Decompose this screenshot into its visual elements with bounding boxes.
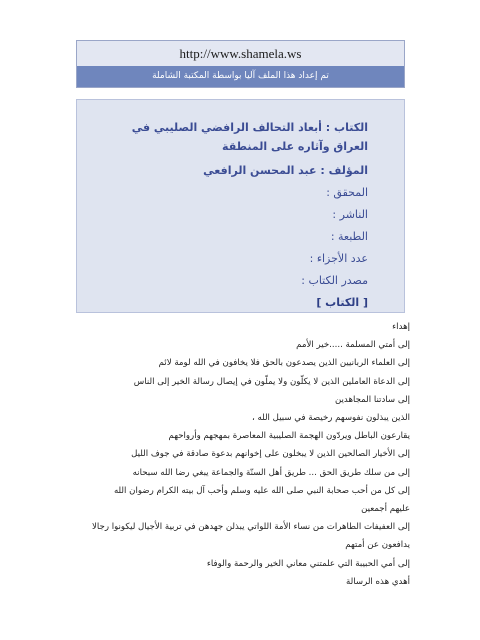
dedication-text: [40, 318, 410, 591]
text-line: إلى كل من أحب صحابة النبي صلى الله عليه وسلم وأحب آل بيته الكرام رضوان الله: [113, 485, 410, 496]
book-edition: الطبعة :: [330, 230, 368, 243]
book-title: الكتاب : أبعاد التحالف الرافضي الصليبي في العراق وآثاره على المنطقة: [131, 121, 368, 153]
header-banner: [76, 40, 405, 88]
text-line: إلى من سلك طريق الحق ... طريق أهل السنّة والجماعة يبغي رضا الله سبحانه: [132, 467, 410, 478]
text-line: إلى الدعاة العاملين الذين لا يكلّون ولا يملّون في إيصال رسالة الخير إلى الناس: [133, 376, 410, 387]
book-volumes: عدد الأجزاء :: [309, 252, 368, 265]
text-line: إلى الأخيار الصالحين الذين لا يبخلون على إخوانهم بدعوة صادقة في جوف الليل: [131, 449, 410, 460]
site-url-link[interactable]: http://www.shamela.ws: [77, 41, 404, 66]
text-line: يقارعون الباطل ويردّون الهجمة الصليبية المعاصرة بمهجهم وأرواحهم: [168, 431, 410, 442]
text-line: الذين يبذلون نفوسهم رخيصة في سبيل الله ،: [251, 413, 410, 424]
text-line: أهدي هذه الرسالة: [346, 576, 410, 587]
book-source: مصدر الكتاب :: [301, 274, 368, 287]
text-line: إلى أمتي المسلمة .....خير الأمم: [296, 340, 410, 351]
text-line: إلى أمي الحبيبة التي علمتني معاني الخير والرحمة والوفاء: [206, 558, 410, 569]
text-line: يدافعون عن أمتهم: [345, 540, 410, 551]
text-line: إلى سادتنا المجاهدين: [335, 394, 410, 405]
text-line: إلى العلماء الربانيين الذين يصدعون بالحق فلا يخافون في الله لومة لائم: [158, 358, 410, 369]
book-author: المؤلف : عبد المحسن الرافعي: [203, 164, 368, 177]
book-publisher: الناشر :: [332, 208, 368, 221]
book-editor: المحقق :: [326, 186, 368, 199]
text-line: إهداء: [392, 322, 410, 332]
book-info-box: [76, 99, 405, 313]
generated-note: تم إعداد هذا الملف آليا بواسطة المكتبة الشاملة: [77, 66, 404, 87]
text-line: إلى العفيفات الطاهرات من نساء الأمة اللواتي يبذلن جهدهن في تربية الأجيال ليكونوا رجالا: [91, 522, 410, 533]
text-line: عليهم أجمعين: [361, 504, 410, 515]
book-link[interactable]: [ الكتاب ]: [316, 296, 368, 309]
